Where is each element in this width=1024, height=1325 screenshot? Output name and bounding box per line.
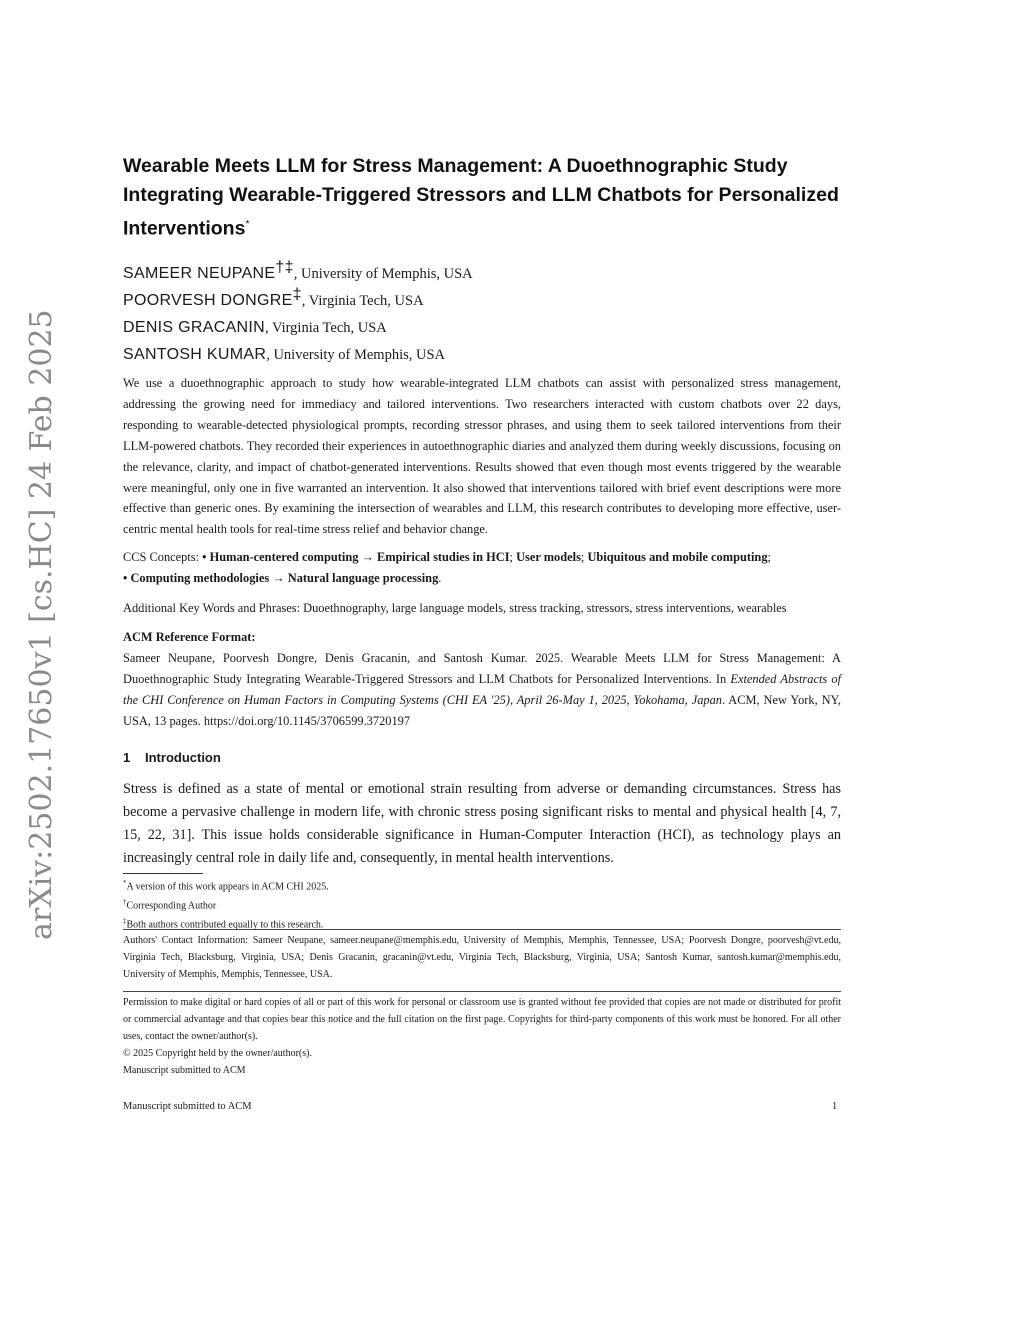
footnote-text: Both authors contributed equally to this research.	[126, 918, 324, 930]
ccs-separator: ;	[767, 550, 771, 564]
acm-reference-text	[123, 648, 841, 732]
author-list	[123, 254, 841, 362]
ccs-separator: ;	[580, 550, 588, 564]
author-row	[123, 281, 841, 308]
author-contact-info: Authors' Contact Information: Sameer Neupane, sameer.neupane@memphis.edu, University of Memphis, Memphis, Tennessee, USA; Poorvesh Dongre, poorvesh@vt.edu, Virginia Tech, Blacksburg, Virginia, USA; Denis Gracanin, gracanin@vt.edu, Virginia Tech, Blacksburg, Virginia, USA; Santosh Kumar, santosh.kumar@memphis.edu, University of Memphis, Memphis, Tennessee, USA.	[123, 935, 841, 980]
footnote-text: Corresponding Author	[126, 900, 217, 912]
title-text: Wearable Meets LLM for Stress Management: A Duoethnographic Study Integrating Wearable-Triggered Stressors and LLM Chatbots for Personalized Interventions	[123, 155, 839, 240]
ccs-end: .	[438, 570, 442, 585]
footer-left: Manuscript submitted to ACM	[123, 1101, 252, 1112]
author-row	[123, 254, 841, 281]
acm-reference-label: ACM Reference Format:	[123, 630, 256, 644]
author-row	[123, 335, 841, 362]
footnote-rule	[123, 873, 203, 874]
page-number: 1	[832, 1101, 838, 1112]
paper-title	[123, 152, 841, 244]
ccs-label: CCS Concepts:	[123, 550, 203, 564]
ccs-bullet: •	[123, 570, 131, 585]
permission-text: Permission to make digital or hard copies of all or part of this work for personal or classroom use is granted without fee provided that copies are not made or distributed for profit or commercial advantage and that copies bear this notice and the full citation on the first page. Copyrights for third-party components of this work must be honored. For all other uses, contact the owner/author(s).	[123, 997, 841, 1042]
footnotes	[123, 876, 841, 932]
footnote-mark: †	[123, 897, 127, 906]
footnote-mark: ‡	[123, 916, 127, 925]
ccs-separator: ;	[509, 550, 517, 564]
author-name: SAMEER NEUPANE	[123, 264, 276, 282]
section-number: 1	[123, 750, 131, 765]
footnote	[123, 895, 841, 914]
section-heading	[123, 750, 841, 765]
footnote	[123, 876, 841, 895]
acm-reference-format	[123, 627, 841, 732]
ccs-concept: Ubiquitous and mobile computing	[587, 550, 768, 564]
ccs-concept: Computing methodologies → Natural language processing	[130, 570, 439, 585]
keywords: Additional Key Words and Phrases: Duoethnography, large language models, stress tracking, stressors, stress interventions, wearables	[123, 601, 787, 615]
footnote-text: A version of this work appears in ACM CHI 2025.	[126, 881, 329, 893]
author-row	[123, 308, 841, 335]
abstract: We use a duoethnographic approach to study how wearable-integrated LLM chatbots can assist with personalized stress management, addressing the growing need for immediacy and tailored interventions. Two researchers interacted with custom chatbots over 22 days, responding to wearable-detected physiological prompts, recording stressor phrases, and using them to seek tailored interventions from their LLM-powered chatbots. They recorded their experiences in autoethnographic diaries and analyzed them during weekly discussions, focusing on the relevance, clarity, and impact of chatbot-generated interventions. Results showed that even though most events triggered by the wearable were meaningful, only one in five warranted an intervention. It also showed that interventions tailored with brief event descriptions were more effective than generic ones. By examining the intersection of wearables and LLM, this research contributes to developing more effective, user-centric mental health tools for real-time stress relief and behavior change.	[123, 376, 841, 537]
acm-reference-authors: Sameer Neupane, Poorvesh Dongre, Denis Gracanin, and Santosh Kumar. 2025. Wearable Meets LLM for Stress Management: A Duoethnographic Study Integrating Wearable-Triggered Stressors and LLM Chatbots for Personalized Interventions. In	[123, 650, 841, 686]
author-name: SANTOSH KUMAR	[123, 345, 267, 363]
acm-reference-doi: . ACM, New York, NY, USA, 13 pages. https://doi.org/10.1145/3706599.3720197	[123, 692, 841, 728]
permission-block	[123, 994, 841, 1079]
title-footnote-mark: *	[245, 219, 250, 230]
author-affiliation: , University of Memphis, USA	[266, 346, 446, 363]
author-marks: ‡	[292, 286, 302, 303]
introduction-paragraph: Stress is defined as a state of mental or emotional strain resulting from adverse or demanding circumstances. Stress has become a pervasive challenge in modern life, with chronic stress posing significant risks to mental and physical health [4, 7, 15, 22, 31]. This issue holds considerable significance in Human-Computer Interaction (HCI), as technology plays an increasingly central role in daily life and, consequently, in mental health interventions.	[123, 781, 841, 866]
author-marks: †‡	[275, 259, 294, 276]
acm-reference-venue: Extended Abstracts of the CHI Conference on Human Factors in Computing Systems (CHI EA '25), April 26-May 1, 2025, Yokohama, Japan	[123, 671, 842, 707]
author-name: POORVESH DONGRE	[123, 291, 293, 309]
author-affiliation: , Virginia Tech, USA	[301, 292, 424, 309]
author-affiliation: , University of Memphis, USA	[293, 265, 473, 282]
author-name: DENIS GRACANIN	[123, 318, 265, 336]
author-affiliation: , Virginia Tech, USA	[265, 319, 387, 336]
footnote-mark: *	[123, 879, 127, 887]
permission-rule	[123, 991, 841, 992]
manuscript-note: Manuscript submitted to ACM	[123, 1065, 246, 1076]
ccs-concept: Human-centered computing → Empirical studies in HCI	[209, 550, 510, 564]
arxiv-id: arXiv:2502.17650v1 [cs.HC] 24 Feb 2025	[24, 309, 59, 940]
section-title: Introduction	[145, 750, 221, 765]
ccs-concepts	[123, 547, 841, 589]
ccs-concept: User models	[516, 550, 581, 564]
arxiv-stamp	[24, 309, 67, 940]
contact-rule	[123, 929, 841, 930]
copyright-line: © 2025 Copyright held by the owner/author(s).	[123, 1048, 312, 1059]
ccs-bullet: •	[202, 550, 210, 564]
